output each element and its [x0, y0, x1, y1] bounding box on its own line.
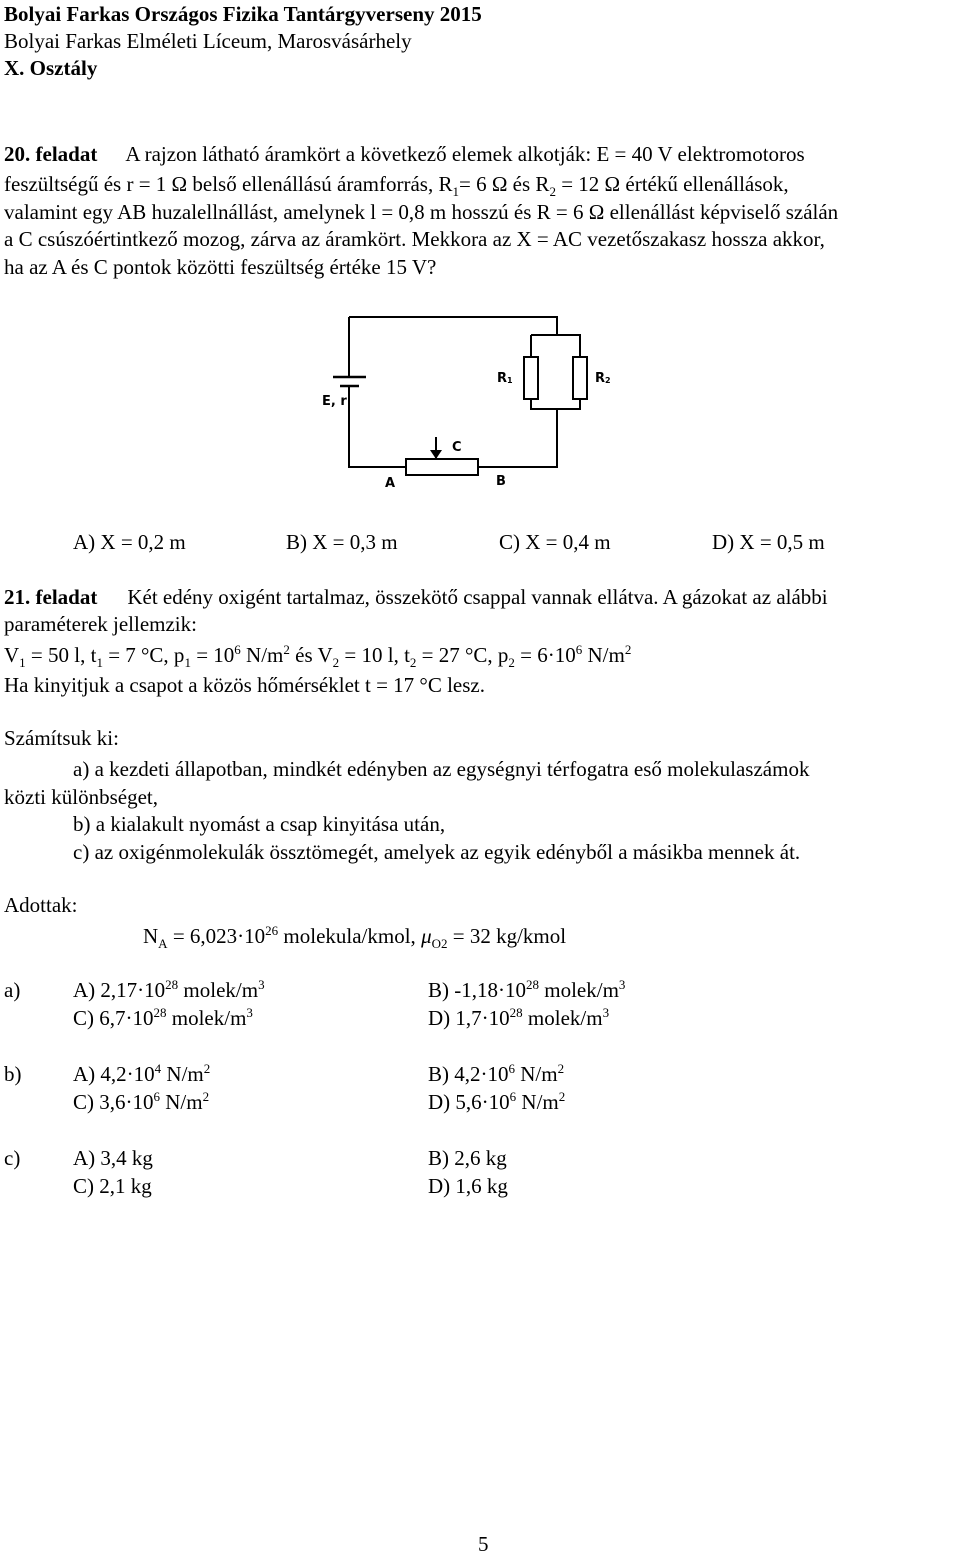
- top-wire: [349, 317, 557, 335]
- header-school: Bolyai Farkas Elméleti Líceum, Marosvásárhely: [4, 29, 412, 53]
- answer-a-option-b: B) $-1,18\cdot 10^{28}$ molek/$m^3$: [428, 977, 626, 1002]
- right-wire: [478, 409, 557, 467]
- answer-b-option-a: A) $4,2\cdot 10^4$ $N/m^2$: [73, 1061, 211, 1086]
- answer-b-option-c: C) $3,6\cdot 10^6$ $N/m^2$: [73, 1089, 210, 1114]
- label-c: C: [452, 440, 462, 455]
- answer-c-option-a: A) 3,4 kg: [73, 1146, 153, 1170]
- problem-20-line-4: a C csúszóértintkező mozog, zárva az áramkört. Mekkora az X = AC vezetőszakasz hossza akkor,: [4, 227, 825, 251]
- given-heading: Adottak:: [4, 893, 78, 917]
- answer-a-option-d: D) $1,7\cdot 10^{28}$ molek/$m^3$: [428, 1005, 610, 1030]
- answer-b-option-b: B) $4,2\cdot 10^6$ $N/m^2$: [428, 1061, 565, 1086]
- resistor-r1: [524, 357, 538, 399]
- circuit-diagram: [0, 305, 960, 505]
- answer-group-a-label: a): [4, 978, 21, 1002]
- problem-21-line-4: Ha kinyitjuk a csapot a közös hőmérséklet t = 17 °C lesz.: [4, 673, 485, 697]
- compute-heading: Számítsuk ki:: [4, 726, 119, 750]
- label-er: E, r: [322, 394, 347, 409]
- page-number: 5: [478, 1532, 489, 1556]
- p20-answer-b: B) X = 0,3 m: [286, 530, 398, 554]
- answer-group-b-label: b): [4, 1062, 22, 1086]
- left-wire-bottom: [349, 386, 406, 467]
- given-formula: $N_A = 6,023\cdot 10^{26}$ molekula/kmol, $\mu_{O2} = 32$ kg/kmol: [143, 923, 567, 952]
- problem-20-line-3: valamint egy AB huzalellnállást, amelynek l = 0,8 m hosszú és R = 6 Ω ellenállást képviselő szálán: [4, 200, 839, 224]
- problem-20-number: 20. feladat: [4, 142, 98, 166]
- problem-21-line-2: paraméterek jellemzik:: [4, 612, 197, 636]
- problem-20-line-2: feszültségű és r = 1 Ω belső ellenállású áramforrás, $R_1= 6$ Ω és $R_2 = 12$ Ω értékű ellenállások,: [4, 172, 789, 200]
- question-c: c) az oxigénmolekulák össztömegét, amelyek az egyik edényből a másikba mennek át.: [73, 840, 801, 864]
- problem-21-params: $V_1 = 50$ l, $t_1 = 7$ °C, $p_1 = 10^6$ $N/m^2$ és $V_2 = 10$ l, $t_2 = 27$ °C, $p_2 = 6\cdot 10^6$ $N/m^2$: [4, 642, 632, 671]
- answer-c-option-d: D) 1,6 kg: [428, 1174, 508, 1198]
- slider-arrow: [430, 450, 442, 459]
- answer-group-c-label: c): [4, 1146, 21, 1170]
- problem-21-number: 21. feladat: [4, 585, 98, 609]
- label-b: B: [496, 474, 506, 489]
- problem-20-line-5: ha az A és C pontok közötti feszültség értéke 15 V?: [4, 255, 437, 279]
- label-r2: R2: [595, 371, 611, 386]
- answer-a-option-c: C) $6,7\cdot 10^{28}$ molek/$m^3$: [73, 1005, 253, 1030]
- p20-answer-a: A) X = 0,2 m: [73, 530, 186, 554]
- answer-b-option-d: D) $5,6\cdot 10^6$ $N/m^2$: [428, 1089, 566, 1114]
- problem-20-line-1: 20. feladat A rajzon látható áramkört a következő elemek alkotják: E = 40 V elektromotoros: [4, 142, 805, 166]
- question-a-line-1: a) a kezdeti állapotban, mindkét edényben az egységnyi térfogatra eső molekulaszámok: [73, 757, 810, 781]
- header-class: X. Osztály: [4, 56, 98, 80]
- answer-a-option-a: A) $2,17\cdot 10^{28}$ molek/$m^3$: [73, 977, 265, 1002]
- label-r1: R1: [497, 371, 513, 386]
- label-a: A: [385, 476, 396, 491]
- question-a-line-2: közti különbséget,: [4, 785, 158, 809]
- answer-c-option-b: B) 2,6 kg: [428, 1146, 507, 1170]
- p20-answer-c: C) X = 0,4 m: [499, 530, 611, 554]
- question-b: b) a kialakult nyomást a csap kinyitása után,: [73, 812, 446, 836]
- header-title: Bolyai Farkas Országos Fizika Tantárgyverseny 2015: [4, 2, 482, 26]
- rheostat-ab: [406, 459, 478, 475]
- resistor-r2: [573, 357, 587, 399]
- p20-answer-d: D) X = 0,5 m: [712, 530, 825, 554]
- answer-c-option-c: C) 2,1 kg: [73, 1174, 152, 1198]
- problem-21-line-1: 21. feladat Két edény oxigént tartalmaz, összekötő csappal vannak ellátva. A gázokat az alábbi: [4, 585, 828, 609]
